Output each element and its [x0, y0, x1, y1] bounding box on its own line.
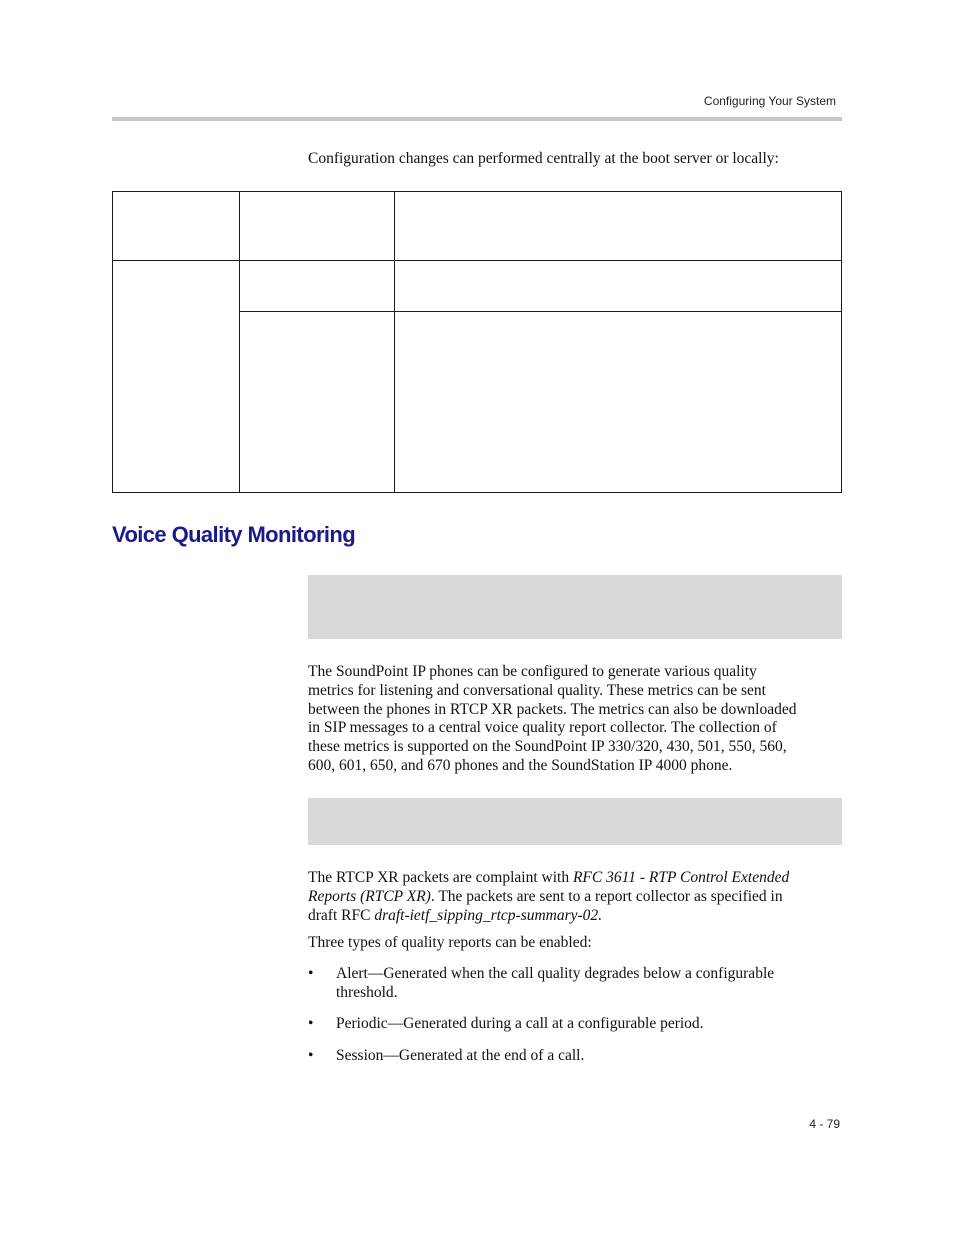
list-item-text: threshold.	[336, 984, 398, 1001]
running-header: Configuring Your System	[703, 94, 836, 108]
paragraph-line: 600, 601, 650, and 670 phones and the SoundStation IP 4000 phone.	[308, 756, 733, 774]
paragraph-line: in SIP messages to a central voice quality report collector. The collection of	[308, 719, 777, 737]
bullet-icon: •	[308, 965, 314, 982]
paragraph-report-types: Three types of quality reports can be enabled:	[308, 934, 592, 951]
table-cell	[239, 311, 395, 493]
note-box	[308, 575, 842, 639]
paragraph-line: The SoundPoint IP phones can be configured to generate various quality	[308, 663, 757, 680]
header-rule	[112, 117, 842, 121]
table-cell	[239, 260, 395, 312]
rfc-reference: Reports (RTCP XR)	[308, 887, 431, 905]
paragraph-soundpoint	[308, 663, 848, 776]
bullet-icon: •	[308, 1015, 314, 1032]
table-cell	[394, 260, 842, 312]
list-item-text: Session—Generated at the end of a call.	[336, 1047, 585, 1064]
intro-text: Configuration changes can performed centrally at the boot server or locally:	[308, 150, 779, 167]
table-cell	[112, 260, 240, 493]
table-cell	[239, 191, 395, 261]
table-cell	[394, 191, 842, 261]
paragraph-line: The RTCP XR packets are complaint with RFC 3611 - RTP Control Extended	[308, 869, 790, 886]
paragraph-line: metrics for listening and conversational quality. These metrics can be sent	[308, 681, 766, 699]
list-item-text: Alert—Generated when the call quality degrades below a configurable	[336, 965, 775, 982]
page-number: 4 - 79	[809, 1117, 840, 1131]
bullet-icon: •	[308, 1047, 314, 1064]
table-cell	[112, 191, 240, 261]
section-title: Voice Quality Monitoring	[112, 522, 356, 547]
paragraph-line: these metrics is supported on the SoundPoint IP 330/320, 430, 501, 550, 560,	[308, 738, 787, 756]
paragraph-line: Reports (RTCP XR). The packets are sent to a report collector as specified in	[308, 887, 783, 905]
paragraph-rtcp-xr	[308, 869, 848, 925]
list-item-text: Periodic—Generated during a call at a configurable period.	[336, 1015, 704, 1032]
rfc-reference: RFC 3611 - RTP Control Extended	[572, 869, 790, 886]
note-box	[308, 798, 842, 845]
table-cell	[394, 311, 842, 493]
draft-reference: draft-ietf_sipping_rtcp-summary-02	[374, 906, 599, 924]
paragraph-line: draft RFC draft-ietf_sipping_rtcp-summary-02.	[308, 906, 603, 924]
paragraph-line: between the phones in RTCP XR packets. The metrics can also be downloaded	[308, 700, 797, 718]
